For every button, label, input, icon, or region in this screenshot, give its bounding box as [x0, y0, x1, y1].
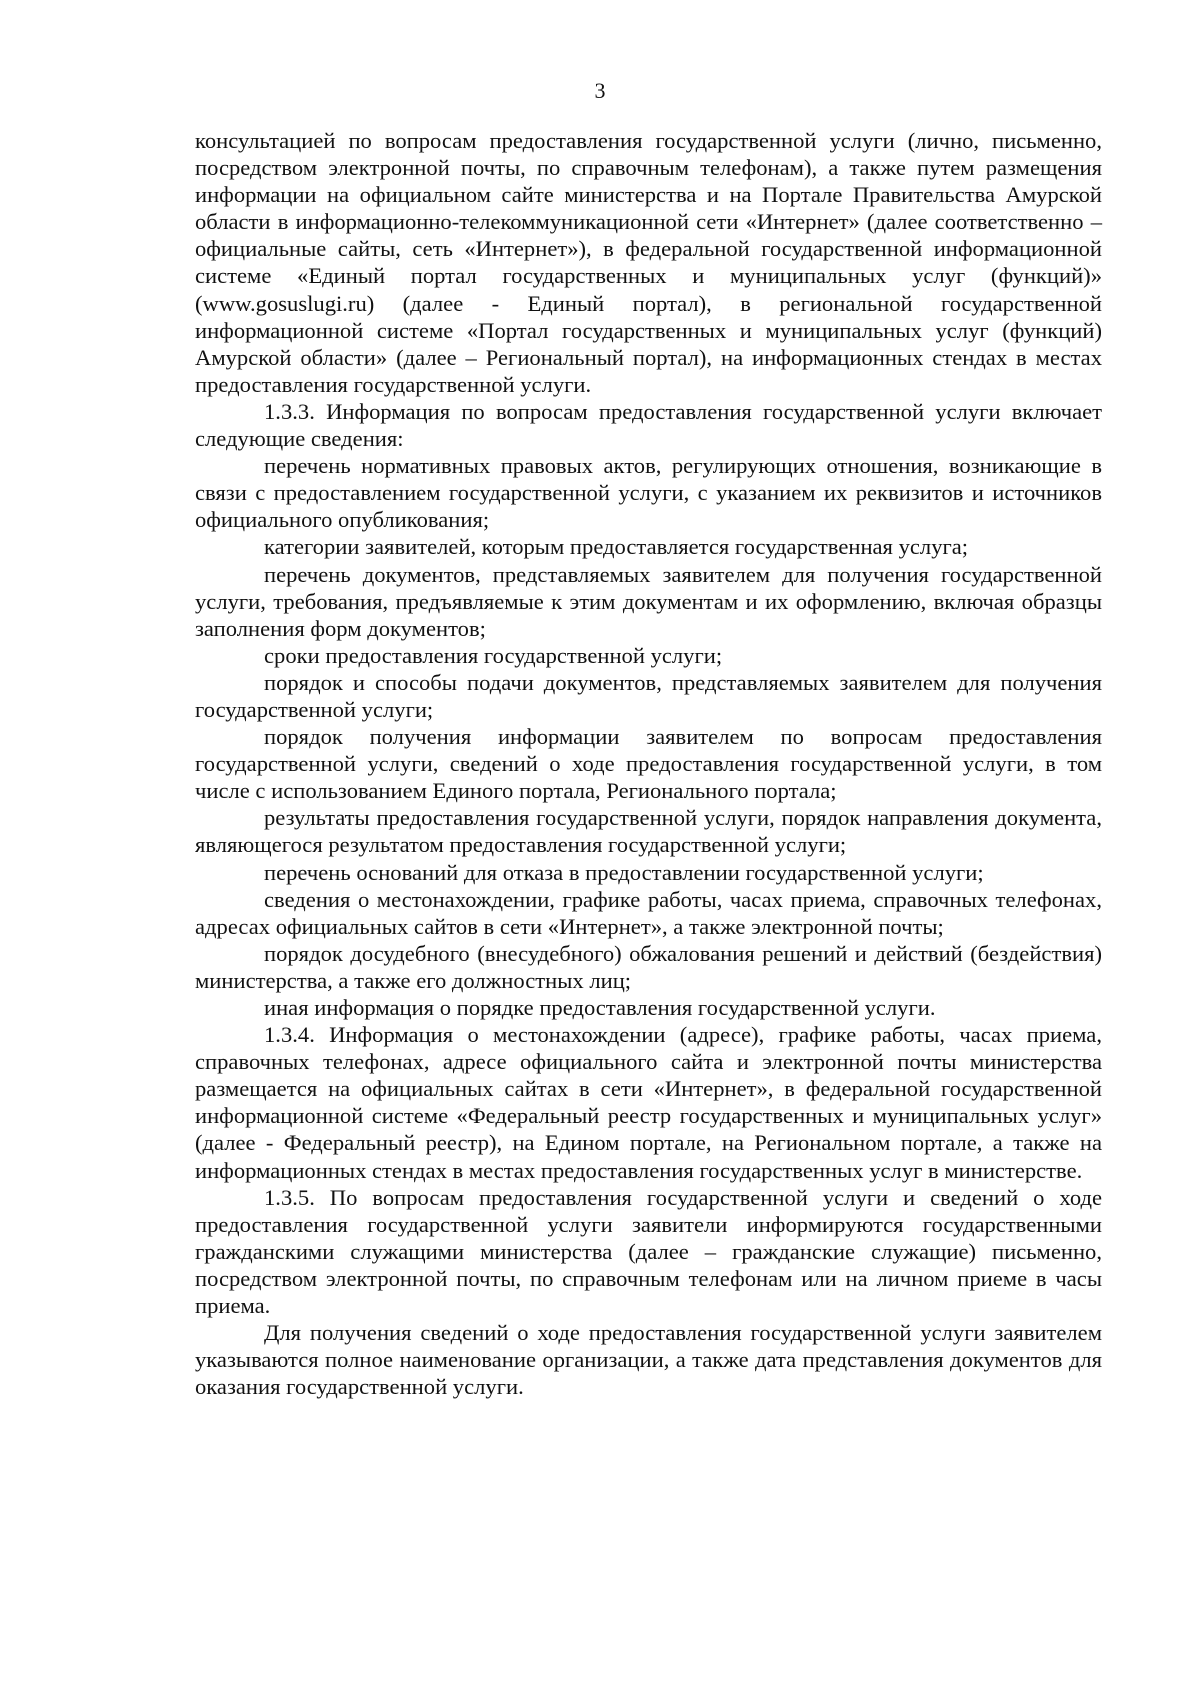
document-body — [195, 127, 1102, 1400]
paragraph: результаты предоставления государственной услуги, порядок направления документа, являющегося результатом предоставления государственной услуги; — [195, 805, 1102, 858]
paragraph: перечень нормативных правовых актов, регулирующих отношения, возникающие в связи с предоставлением государственной услуги, с указанием их реквизитов и источников официального опубликования; — [195, 453, 1102, 533]
paragraph: иная информация о порядке предоставления государственной услуги. — [264, 995, 936, 1020]
paragraph: порядок и способы подачи документов, представляемых заявителем для получения государственной услуги; — [195, 669, 1102, 722]
paragraph: консультацией по вопросам предоставления государственной услуги (лично, письменно, посредством электронной почты, по справочным телефонам), а также путем размещения информации на официальном сайте министерства и на Портале Правительства Амурской области в информационно-телекоммуникационной сети «Интернет» (далее соответственно – официальные сайты, сеть «Интернет»), в федеральной государственной информационной системе «Единый портал государственных и муниципальных услуг (функций)» (www.gosuslugi.ru) (далее - Единый портал), в региональной государственной информационной системе «Портал государственных и муниципальных услуг (функций) Амурской области» (далее – Региональный портал), на информационных стендах в местах предоставления государственной услуги. — [195, 128, 1102, 397]
paragraph: сроки предоставления государственной услуги; — [264, 642, 723, 668]
paragraph: перечень оснований для отказа в предоставлении государственной услуги; — [264, 859, 984, 885]
paragraph: перечень документов, представляемых заявителем для получения государственной услуги, требования, предъявляемые к этим документам и их оформлению, включая образцы заполнения форм документов; — [195, 561, 1102, 641]
paragraph: 1.3.3. Информация по вопросам предоставления государственной услуги включает следующие сведения: — [195, 398, 1102, 452]
paragraph: сведения о местонахождении, графике работы, часах приема, справочных телефонах, адресах официальных сайтов в сети «Интернет», а также электронной почты; — [195, 886, 1102, 939]
paragraph: категории заявителей, которым предоставляется государственная услуга; — [264, 534, 969, 560]
paragraph: 1.3.4. Информация о местонахождении (адресе), графике работы, часах приема, справочных телефонах, адресе официального сайта и электронной почты министерства размещается на официальных сайтах в сети «Интернет», в федеральной государственной информационной системе «Федеральный реестр государственных и муниципальных услуг» (далее - Федеральный реестр), на Едином портале, на Региональном портале, а также на информационных стендах в местах предоставления государственных услуг в министерстве. — [195, 1022, 1102, 1183]
paragraph: порядок досудебного (внесудебного) обжалования решений и действий (бездействия) министерства, а также его должностных лиц; — [195, 940, 1102, 993]
page-number: 3 — [594, 78, 606, 103]
paragraph: порядок получения информации заявителем по вопросам предоставления государственной услуги, сведений о ходе предоставления государственной услуги, в том числе с использованием Единого портала, Регионального портала; — [195, 724, 1102, 804]
paragraph: 1.3.5. По вопросам предоставления государственной услуги и сведений о ходе предоставления государственной услуги заявители информируются государственными гражданскими служащими министерства (далее – гражданские служащие) письменно, посредством электронной почты, по справочным телефонам или на личном приеме в часы приема. — [195, 1184, 1102, 1319]
paragraph: Для получения сведений о ходе предоставления государственной услуги заявителем указываются полное наименование организации, а также дата представления документов для оказания государственной услуги. — [195, 1320, 1102, 1400]
